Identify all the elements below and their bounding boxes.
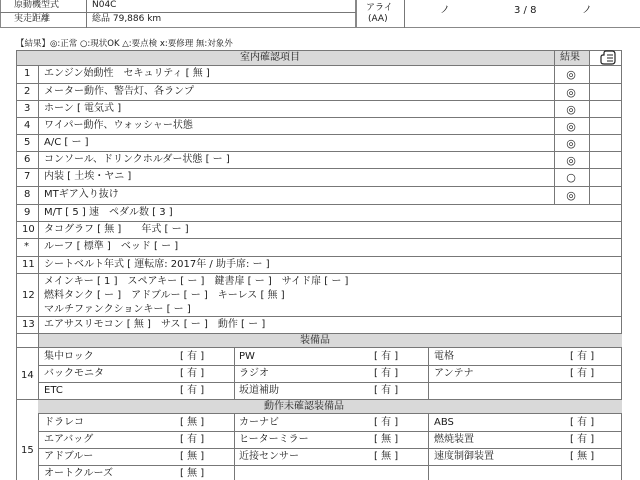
unconfirmed-label: 近接センサー — [239, 451, 299, 462]
row-number: 13 — [22, 319, 35, 330]
check-item-text: M/T [ 5 ] 速 ペダル数 [ 3 ] — [44, 207, 173, 218]
unconfirmed-value: [ 無 ] — [374, 451, 399, 462]
check-result: ◎ — [566, 68, 576, 81]
row-number: 1 — [24, 68, 31, 79]
inspection-date: 3 / 8 — [514, 5, 537, 16]
check-result: ◎ — [566, 154, 576, 167]
keys-line: メインキー [ 1 ] スペアキー [ ー ] 鍵書扉 [ ー ] サイド扉 [ ー ] — [44, 276, 349, 287]
unconfirmed-label: 燃焼装置 — [434, 434, 474, 445]
unconfirmed-value: [ 有 ] — [570, 434, 595, 445]
check-item-text: エンジン始動性 セキュリティ [ 無 ] — [44, 68, 210, 79]
unconfirmed-row-number: 15 — [21, 445, 34, 456]
unconfirmed-label: エアバッグ — [44, 434, 94, 445]
unconfirmed-value: [ 無 ] — [180, 468, 205, 479]
unconfirmed-value: [ 無 ] — [180, 417, 205, 428]
equip-label: バックモニタ — [44, 368, 104, 379]
row-number: 8 — [24, 189, 31, 200]
check-item-text: ホーン [ 電気式 ] — [44, 103, 122, 114]
equip-value: [ 有 ] — [180, 368, 205, 379]
check-result: ◎ — [566, 120, 576, 133]
unconfirmed-label: アドブルー — [44, 451, 94, 462]
check-item-text: A/C [ ー ] — [44, 137, 89, 148]
equipment-title: 装備品 — [300, 335, 330, 346]
unconfirmed-value: [ 有 ] — [180, 434, 205, 445]
arai-label: アライ — [366, 3, 393, 13]
check-result: ◎ — [566, 103, 576, 116]
row-number: 5 — [24, 137, 31, 148]
unconfirmed-value: [ 無 ] — [570, 451, 595, 462]
equip-value: [ 有 ] — [374, 385, 399, 396]
arai-sub-label: (AA) — [368, 14, 388, 24]
equip-value: [ 有 ] — [570, 351, 595, 362]
equip-value: [ 有 ] — [374, 368, 399, 379]
mileage-label: 実走距離 — [14, 14, 51, 24]
unconfirmed-value: [ 無 ] — [374, 434, 399, 445]
row-number: 2 — [24, 86, 31, 97]
check-result: ◎ — [566, 189, 576, 202]
interior-check-title: 室内確認項目 — [240, 52, 300, 63]
check-item-text: 内装 [ 土埃・ヤニ ] — [44, 171, 132, 182]
row-number: 11 — [22, 259, 35, 270]
date-mark-right: ノ — [582, 5, 592, 16]
unconfirmed-value: [ 有 ] — [374, 417, 399, 428]
equip-label: 集中ロック — [44, 351, 94, 362]
fuel-line: 燃料タンク [ ー ] アドブルー [ ー ] キーレス [ 無 ] — [44, 290, 285, 301]
unconfirmed-label: ABS — [434, 417, 454, 428]
hand-icon — [598, 50, 618, 66]
engine-type-value: N04C — [92, 0, 117, 10]
result-legend: 【結果】◎:正常 ○:現状OK △:要点検 x:要修理 無:対象外 — [16, 39, 233, 49]
unconfirmed-label: ヒーターミラー — [239, 434, 309, 445]
row-number: 3 — [24, 103, 31, 114]
equip-label: 電格 — [434, 351, 454, 362]
engine-type-label: 原動機型式 — [14, 0, 60, 10]
auction-info-box — [356, 0, 640, 28]
unconfirmed-label: オートクルーズ — [44, 468, 113, 479]
equip-value: [ 有 ] — [570, 368, 595, 379]
equip-label: ETC — [44, 385, 63, 396]
equip-label: ラジオ — [239, 368, 269, 379]
row-number: 6 — [24, 154, 31, 165]
equip-value: [ 有 ] — [180, 385, 205, 396]
check-item-text: エアサスリモコン [ 無 ] サス [ ー ] 動作 [ ー ] — [44, 319, 266, 330]
check-item-text: コンソール、ドリンクホルダー状態 [ ー ] — [44, 154, 230, 165]
equip-label: アンテナ — [434, 368, 474, 379]
check-item-text: MTギア入り抜け — [44, 189, 119, 200]
equipment-row-number: 14 — [21, 370, 34, 381]
row-number: 7 — [24, 171, 31, 182]
unconfirmed-title: 動作未確認装備品 — [264, 401, 344, 412]
unconfirmed-value: [ 有 ] — [570, 417, 595, 428]
equip-label: 坂道補助 — [239, 385, 279, 396]
equipment-header — [38, 334, 622, 347]
check-item-text: メーター動作、警告灯、各ランプ — [44, 86, 194, 97]
row-number: * — [24, 241, 29, 252]
check-result: ○ — [566, 171, 576, 184]
unconfirmed-label: カーナビ — [239, 417, 279, 428]
check-item-text: タコグラフ [ 無 ] 年式 [ ー ] — [44, 224, 189, 235]
unconfirmed-label: ドラレコ — [44, 417, 84, 428]
mileage-value: 総品 79,886 km — [92, 14, 162, 24]
check-item-text: シートベルト年式 [ 運転席: 2017年 / 助手席: ー ] — [44, 259, 270, 270]
row-number: 4 — [24, 120, 31, 131]
check-result: ◎ — [566, 137, 576, 150]
unconfirmed-label: 速度制御装置 — [434, 451, 494, 462]
row-number: 12 — [22, 290, 35, 301]
row-number: 10 — [22, 224, 35, 235]
date-mark-left: ノ — [440, 5, 450, 16]
multifunction-key-line: マルチファンクションキー [ ー ] — [44, 304, 191, 315]
result-header-label: 結果 — [560, 52, 580, 63]
equip-value: [ 有 ] — [180, 351, 205, 362]
check-item-text: ルーフ [ 標準 ] ベッド [ ー ] — [44, 241, 179, 252]
row-number: 9 — [24, 207, 31, 218]
equip-value: [ 有 ] — [374, 351, 399, 362]
check-item-text: ワイパー動作、ウォッシャー状態 — [44, 120, 193, 131]
unconfirmed-value: [ 無 ] — [180, 451, 205, 462]
equip-label: PW — [239, 351, 255, 362]
check-result: ◎ — [566, 86, 576, 99]
